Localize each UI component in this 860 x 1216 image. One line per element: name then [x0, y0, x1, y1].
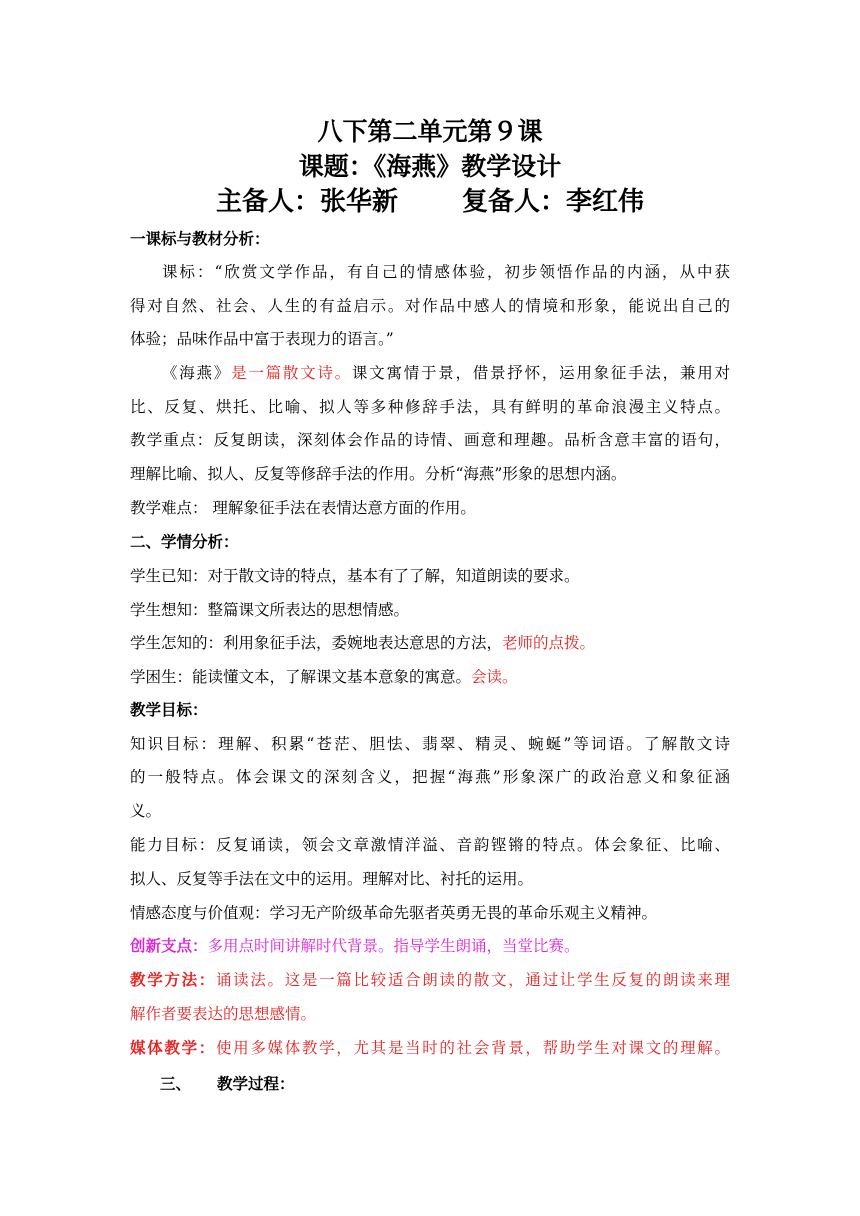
key-point-line-2: 理解比喻、拟人、反复等修辞手法的作用。分析“海燕”形象的思想内涵。 — [130, 465, 627, 483]
difficulty-line: 教学难点： 理解象征手法在表情达意方面的作用。 — [130, 499, 476, 517]
method-label: 教学方法： — [130, 970, 216, 989]
section3-title: 教学过程： — [217, 1074, 295, 1093]
text-analysis-line-2: 比、反复、烘托、比喻、拟人等多种修辞手法，具有鲜明的革命浪漫主义特点。 — [130, 398, 730, 416]
text-analysis-line-1 — [162, 363, 730, 383]
section3-heading — [160, 1074, 760, 1094]
method-line-1 — [130, 970, 730, 990]
knowledge-goal-line-1: 知识目标：理解、积累“苍茫、胆怯、翡翠、精灵、蜿蜒”等词语。了解散文诗 — [130, 735, 730, 753]
text-genre-highlight: 是一篇散文诗。 — [231, 364, 352, 382]
text-analysis-rest: 课文寓情于景，借景抒怀，运用象征手法，兼用对 — [351, 364, 730, 382]
ability-goal-line-1: 能力目标：反复诵读，领会文章激情洋溢、音韵铿锵的特点。体会象征、比喻、 — [130, 836, 730, 854]
media-line — [130, 1038, 730, 1058]
goals-heading: 教学目标： — [130, 700, 208, 719]
re-preparer: 复备人：李红伟 — [462, 187, 645, 217]
emotion-goal: 情感态度与价值观：学习无产阶级革命先驱者英勇无畏的革命乐观主义精神。 — [130, 904, 658, 922]
main-preparer: 主备人：张华新 — [215, 187, 398, 217]
knowledge-goal-line-2: 的一般特点。体会课文的深刻含义，把握“海燕”形象深广的政治意义和象征涵 — [130, 768, 730, 786]
section2-heading: 二、学情分析： — [130, 532, 239, 551]
topic-title: 课题：《海燕》教学设计 — [298, 152, 562, 181]
struggling-students — [130, 667, 730, 687]
curriculum-line-1: 课标：“欣赏文学作品，有自己的情感体验，初步领悟作品的内涵，从中获 — [162, 263, 730, 281]
innovation-line — [130, 936, 730, 956]
curriculum-line-3: 体验；品味作品中富于表现力的语言。” — [130, 330, 394, 348]
preparers-line — [0, 181, 860, 218]
student-how-text: 学生怎知的：利用象征手法，委婉地表达意思的方法， — [130, 634, 503, 652]
student-how — [130, 633, 730, 653]
media-label: 媒体教学： — [130, 1038, 216, 1057]
struggling-highlight: 会读。 — [471, 668, 518, 686]
innovation-label: 创新支点： — [130, 936, 208, 955]
student-known: 学生已知：对于散文诗的特点，基本有了了解，知道朗读的要求。 — [130, 567, 580, 585]
lesson-title: 八下第二单元第９课 — [317, 117, 543, 146]
method-line-2: 解作者要表达的思想感情。 — [130, 1005, 317, 1023]
student-want: 学生想知：整篇课文所表达的思想情感。 — [130, 601, 410, 619]
section3-number: 三、 — [160, 1074, 192, 1093]
struggling-text: 学困生：能读懂文本，了解课文基本意象的寓意。 — [130, 668, 472, 686]
knowledge-goal-line-3: 义。 — [130, 802, 162, 820]
media-text: 使用多媒体教学，尤其是当时的社会背景，帮助学生对课文的理解。 — [215, 1039, 730, 1057]
section1-heading: 一课标与教材分析： — [130, 229, 270, 248]
innovation-text: 多用点时间讲解时代背景。指导学生朗诵，当堂比赛。 — [207, 937, 580, 955]
student-how-highlight: 老师的点拨。 — [502, 634, 596, 652]
method-text: 诵读法。这是一篇比较适合朗读的散文，通过让学生反复的朗读来理 — [215, 971, 730, 989]
ability-goal-line-2: 拟人、反复等手法在文中的运用。理解对比、衬托的运用。 — [130, 870, 534, 888]
text-title: 《海燕》 — [162, 364, 232, 382]
curriculum-line-2: 得对自然、社会、人生的有益启示。对作品中感人的情境和形象，能说出自己的 — [130, 297, 730, 315]
key-point-line-1: 教学重点：反复朗读，深刻体会作品的诗情、画意和理趣。品析含意丰富的语句， — [130, 431, 730, 449]
